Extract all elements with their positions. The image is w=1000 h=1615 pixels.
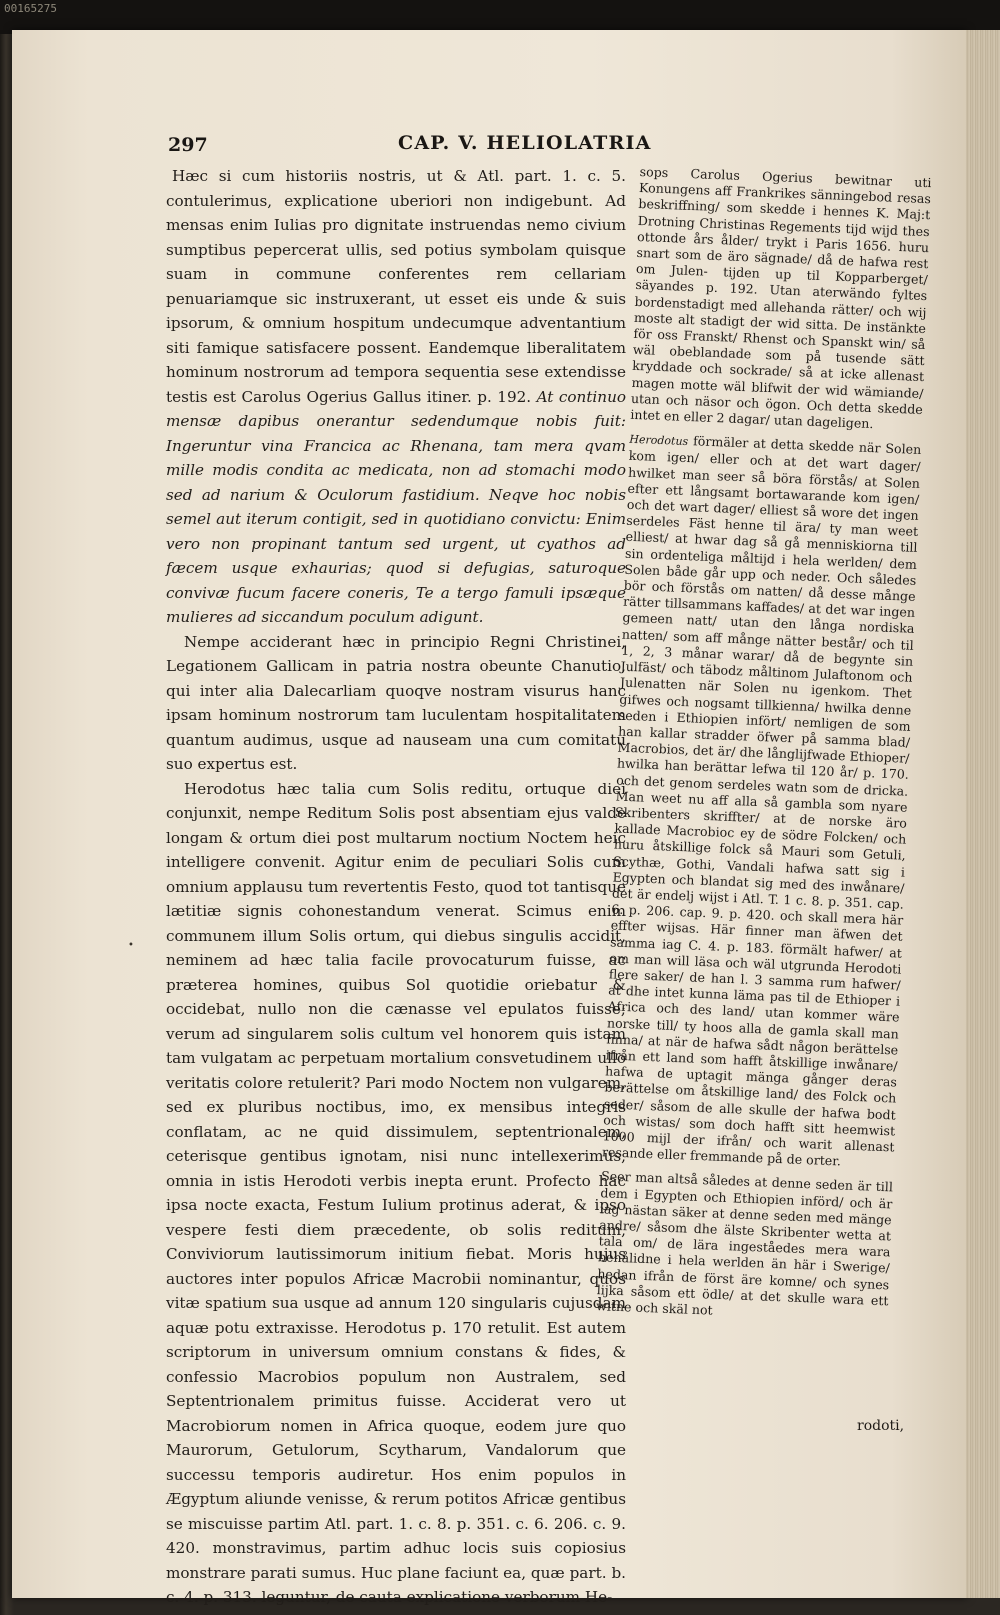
swedish-paragraph-3: Seer man altså således at denne seden är till dem i Egypten och Ethiopien införd/ och är iag nästan säker at denne seden med mänge andre/ såsom dhe älste Skribenter wetta at tala om/ de lära ingeståedes mera wara behålidne i hela werlden än här i Swerige/ hedan ifrån de först äre komne/ och synes lijka såsom ett ödle/ at det skulle wara ett witne och skäl not: [595, 1168, 894, 1318]
latin-paragraph-1: [166, 164, 626, 630]
scan-id: 00165275: [4, 2, 57, 15]
scanner-strip: [0, 0, 1000, 34]
running-title: CAP. V. HELIOLATRIA: [398, 132, 652, 154]
side-note: Herodotus: [629, 433, 689, 449]
page-edges: [966, 30, 1000, 1598]
margin-dot: •: [128, 940, 134, 951]
swedish-paragraph-1: sops Carolus Ogerius bewitnar uti Konungens aff Frankrikes sänningebod resas beskriffning/ som skedde i hennes K. Maj:t Drotning Christinas Regements tijd wijd thes ottonde års ålder/ trykt i Paris 1656. huru snart som de äro sägnade/ då de hafwa rest om Julen- tijden up til Kopparberget/ säyandes p. 192. Utan aterwändo fyltes bordenstadigt med allehanda rätter/ och wij moste alt stadigt der wid sitta. De instänkte för oss Franskt/ Rhenst och Spanskt win/ så wäl obeblandade som på tusende sätt kryddade och sockrade/ så at icke allenast magen motte wäl blifwit der wid wämiande/ utan och näsor och ögon. Och detta skedde intet en eller 2 dagar/ utan dageligen.: [630, 164, 932, 432]
latin-column: [166, 164, 626, 1610]
swedish-text-2: förmäler at detta skedde när Solen kom igen/ eller och at det wart dager/ hwilket man seer så böra förstås/ at Solen efter ett långsamt bortawarande kom igen/ och det wart dager/ elliest så wore det ingen serdeles Fäst henne til ära/ ty man weet elliest/ at hwar dag så gå menniskiorna till sin ordenteliga måltijd i hela werlden/ dem Solen både går upp och neder. Och således bör och förstås om natten/ då desse månge rätter tillsammans kaffades/ at det war ingen gemeen natt/ utan den långa nordiska natten/ som aff månge nätter består/ och til 1, 2, 3 månar warar/ då de begynte sin Julfäst/ och täbodz måltinom Julaftonom och Julenatten när Solen nu igenkom. Thet gifwes och nogsamt tillkienna/ hwilka denne seden i Ethiopien infört/ nemligen de som han kallar stradder öfwer på samma blad/ Macrobios, det är/ dhe långlijfwade Ethioper/ hwilka han berättar lefwa til 120 år/ p. 170. och det genom serdeles watn som de dricka. Man weet nu aff alla så gambla som nyare Skribenters skriffter/ at de norske äro kallade Macrobioc ey de södre Folcken/ och huru åtskillige folck så Mauri som Getuli, Scythæ, Gothi, Vandali hafwa satt sig i Egypten och blandat sig med des inwånare/ det är endelj wijst i Atl. T. 1 c. 8. p. 351. cap. 6. p. 206. cap. 9. p. 420. och skall mera här effter wijsas. Här finner man äfwen det samma iag C. 4. p. 183. förmält hafwer/ at om man will läsa och wäl utgrunda Herodoti flere saker/ de han l. 3 samma rum hafwer/ at dhe intet kunna läma pas til de Ethioper i Africa och des land/ utan kommer wäre norske till/ ty hoos alla de gamla skall man finna/ at när de hafwa sådt någon berättelse ifrån ett land som hafft åtskillige inwånare/ hafwa de uptagit mänga gånger deras berättelse om åtskillige land/ des Folck och seder/ såsom de alle skulle der hafwa bodt och wistas/ som doch hafft sitt heemwist 1000 mijl der ifrån/ och warit allenast resande eller fremmande på de orter.: [601, 433, 922, 1169]
page-header: [160, 130, 960, 160]
ogerius-quote: At continuo mensæ dapibus onerantur sedendumque nobis fuit: Ingeruntur vina Francica ac Rhenana, tam mera qvam mille modis condita ac medicata, non ad stomachi modo sed ad narium & Oculorum fastidium. Neqve hoc nobis semel aut iterum contigit, sed in quotidiano convictu: Enim vero non propinant tantum sed urgent, ut cyathos ad fæcem usque exhaurias; quod si defugias, saturoque convivæ fucum facere coneris, Te a tergo famuli ipsæque mulieres ad siccandum poculum adigunt.: [166, 387, 626, 626]
latin-text-1: Hæc si cum historiis nostris, ut & Atl. part. 1. c. 5. contulerimus, explicatione uberiori non indigebunt. Ad mensas enim Iulias pro dignitate instruendas nemo civium sumptibus pepercerat ullis, sed potius symbolam quisque suam in commune conferentes rem cellariam penuariamque sic instruxerant, ut esset eis unde & suis ipsorum, & omnium hospitum undecumque adventantium siti famique satisfacere possent. Eandemque liberalitatem hominum nostrorum ad tempora sequentia sese extendisse testis est Carolus Ogerius Gallus itiner. p. 192.: [166, 167, 626, 406]
swedish-paragraph-2: [602, 431, 922, 1172]
latin-paragraph-2: Nempe acciderant hæc in principio Regni Christinei, Legationem Gallicam in patria nostra obeunte Chanutio, qui inter alia Dalecarliam quoqve nostram visurus hanc ipsam hominum nostrorum tam luculentam hospitalitatem quantum audimus, usque ad nauseam una cum comitatu suo expertus est.: [166, 632, 626, 773]
page-number: 297: [168, 134, 208, 156]
catchword: rodoti,: [857, 1418, 905, 1434]
latin-paragraph-3: Herodotus hæc talia cum Solis reditu, ortuque diei conjunxit, nempe Reditum Solis post absentiam ejus valde longam & ortum diei post multarum noctium Noctem heic intelligere convenit. Agitur enim de peculiari Solis cum omnium applausu tum revertentis Festo, quod tot tantisque lætitiæ signis cohonestandum venerat. Scimus enim communem illum Solis ortum, qui diebus singulis accidit, neminem ad hæc talia facile provocaturum fuisse, ac præterea homines, quibus Sol quotidie oriebatur & occidebat, nullo non die cænasse vel epulatos fuisse; verum ad singularem solis cultum vel honorem quis istam tam vulgatam ac perpetuam mortalium consvetudinem ullo veritatis colore retulerit? Pari modo Noctem non vulgarem, sed ex pluribus noctibus, imo, ex mensibus integris conflatam, ac ne quid dissimulem, septentrionalem, ceterisque gentibus ignotam, nisi nunc intellexerimus, omnia in istis Herodoti verbis inepta erunt. Profecto hac ipsa nocte exacta, Festum Iulium protinus aderat, & ipso vespere festi diem præcedente, ob solis reditum, Conviviorum lautissimorum initium fiebat. Moris hujus auctores inter populos Africæ Macrobii nominantur, quos vitæ spatium sua usque ad annum 120 singularis cujusdam aquæ potu extraxisse. Herodotus p. 170 retulit. Est autem scriptorum in universum omnium constans & fides, & confessio Macrobios populum non Australem, sed Septentrionalem primitus fuisse. Acciderat vero ut Macrobiorum nomen in Africa quoque, eodem jure quo Maurorum, Getulorum, Scytharum, Vandalorum que successu temporis audiretur. Hos enim populos in Ægyptum aliunde venisse, & rerum potitos Africæ gentibus se miscuisse partim Atl. part. 1. c. 8. p. 351. c. 6. 206. c. 9. 420. monstravimus, partim adhuc locis suis copiosius monstrare parati sumus. Huc plane faciunt ea, quæ part. b. c. 4. p. 313. leguntur, de cauta explicatione verborum He-: [166, 779, 626, 1606]
swedish-column: [596, 164, 932, 1334]
